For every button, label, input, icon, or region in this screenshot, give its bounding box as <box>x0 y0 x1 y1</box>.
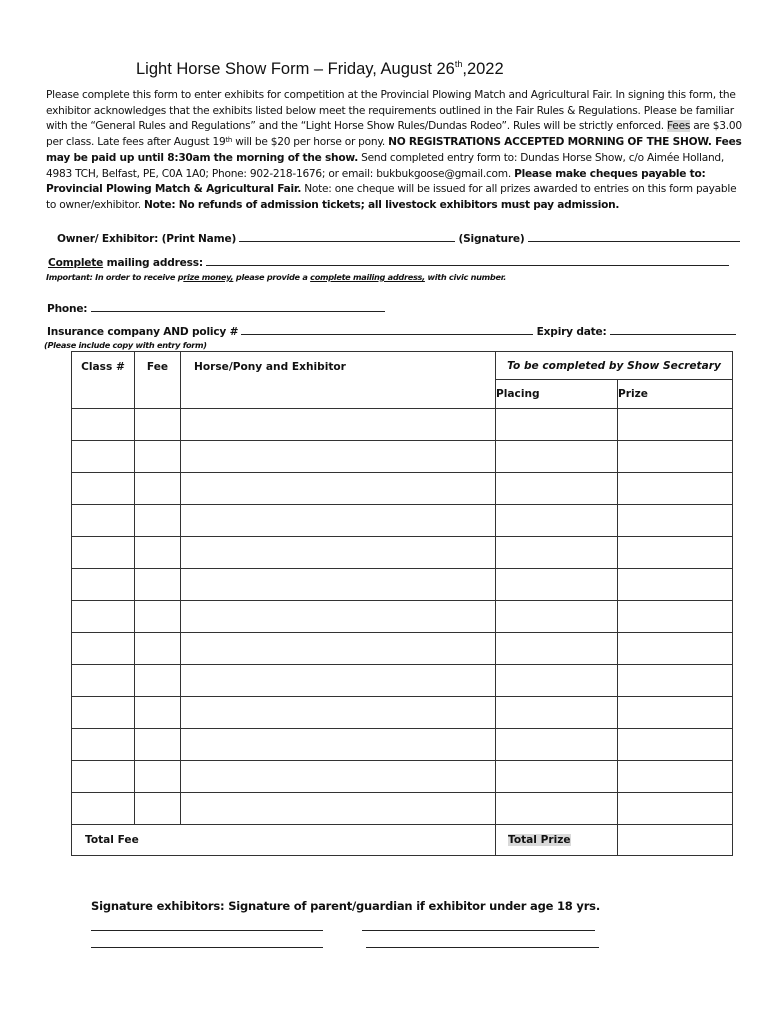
horse-cell[interactable] <box>181 537 496 569</box>
horse-cell[interactable] <box>181 409 496 441</box>
class-cell[interactable] <box>72 505 135 537</box>
placing-cell[interactable] <box>496 729 618 761</box>
important-note-underlined-1: rize money, <box>183 272 234 282</box>
prize-cell[interactable] <box>618 537 733 569</box>
guardian-signature-line-2[interactable] <box>366 947 599 948</box>
class-cell[interactable] <box>72 441 135 473</box>
secretary-header: To be completed by Show Secretary <box>496 352 733 380</box>
instructions-text-4: Send completed entry form to: Dundas Horse Show, c/o Aimée Holland, 4983 TCH, Belfast, PE, C0A 1A0; Phone: 902-218-1676; or email: bukbukgoose@gmail.com. <box>46 151 725 180</box>
fee-cell[interactable] <box>135 729 181 761</box>
horse-cell[interactable] <box>181 505 496 537</box>
fee-cell[interactable] <box>135 569 181 601</box>
horse-cell[interactable] <box>181 633 496 665</box>
insurance-field[interactable] <box>241 324 533 335</box>
fee-cell[interactable] <box>135 761 181 793</box>
table-row <box>72 729 733 761</box>
instructions-bold-3: Note: No refunds of admission tickets; all livestock exhibitors must pay admission. <box>143 198 620 211</box>
instructions-text-2: are $3.00 per class. Late fees after August 19 <box>46 120 742 149</box>
horse-cell[interactable] <box>181 761 496 793</box>
placing-cell[interactable] <box>496 633 618 665</box>
placing-cell[interactable] <box>496 441 618 473</box>
owner-row <box>57 231 740 245</box>
instructions-fees-highlight: Fees <box>667 120 691 133</box>
placing-header: Placing <box>496 380 618 409</box>
exhibitor-signature-line-1[interactable] <box>91 930 323 931</box>
horse-cell[interactable] <box>181 793 496 825</box>
insurance-note: (Please include copy with entry form) <box>44 340 207 350</box>
fee-header-label: Fee <box>146 361 169 373</box>
placing-cell[interactable] <box>496 793 618 825</box>
instructions-paragraph <box>46 88 746 214</box>
mailing-label: mailing address: <box>103 257 203 269</box>
fee-cell[interactable] <box>135 633 181 665</box>
horse-header-label: Horse/Pony and Exhibitor <box>194 361 346 373</box>
instructions-superscript: th <box>225 136 233 145</box>
class-cell[interactable] <box>72 729 135 761</box>
table-header-row <box>72 352 733 380</box>
owner-label: Owner/ Exhibitor: (Print Name) <box>57 233 237 245</box>
instructions-text-3: will be $20 per horse or pony. <box>232 136 389 149</box>
title-year: ,2022 <box>462 60 504 78</box>
placing-cell[interactable] <box>496 665 618 697</box>
fee-cell[interactable] <box>135 665 181 697</box>
horse-cell[interactable] <box>181 473 496 505</box>
instructions-bold-2: Please make cheques payable to: Provincial Plowing Match & Agricultural Fair. <box>46 167 706 196</box>
placing-cell[interactable] <box>496 409 618 441</box>
fee-cell[interactable] <box>135 505 181 537</box>
table-row <box>72 569 733 601</box>
insurance-row <box>47 324 736 338</box>
prize-cell[interactable] <box>618 793 733 825</box>
class-cell[interactable] <box>72 537 135 569</box>
class-cell[interactable] <box>72 409 135 441</box>
horse-cell[interactable] <box>181 729 496 761</box>
table-row <box>72 505 733 537</box>
table-row <box>72 793 733 825</box>
signature-heading: Signature exhibitors: Signature of parent/guardian if exhibitor under age 18 yrs. <box>91 899 600 913</box>
class-cell[interactable] <box>72 473 135 505</box>
fee-cell[interactable] <box>135 793 181 825</box>
prize-cell[interactable] <box>618 729 733 761</box>
prize-cell[interactable] <box>618 441 733 473</box>
placing-cell[interactable] <box>496 601 618 633</box>
important-note-underlined-2: complete mailing address, <box>310 272 425 282</box>
table-row <box>72 473 733 505</box>
fee-cell[interactable] <box>135 697 181 729</box>
placing-cell[interactable] <box>496 569 618 601</box>
prize-header: Prize <box>618 380 733 409</box>
fee-cell[interactable] <box>135 441 181 473</box>
entry-table <box>71 351 733 856</box>
total-prize-cell[interactable] <box>496 825 618 856</box>
owner-name-field[interactable] <box>239 231 455 242</box>
class-cell[interactable] <box>72 793 135 825</box>
fee-cell[interactable] <box>135 601 181 633</box>
prize-cell[interactable] <box>618 665 733 697</box>
expiry-date-field[interactable] <box>610 324 736 335</box>
prize-cell[interactable] <box>618 601 733 633</box>
prize-cell[interactable] <box>618 761 733 793</box>
guardian-signature-line-1[interactable] <box>362 930 595 931</box>
table-row <box>72 441 733 473</box>
class-cell[interactable] <box>72 569 135 601</box>
insurance-label: Insurance company AND policy # <box>47 326 239 338</box>
fee-cell[interactable] <box>135 537 181 569</box>
total-row <box>72 825 733 856</box>
table-row <box>72 761 733 793</box>
class-cell[interactable] <box>72 697 135 729</box>
total-prize-label: Total Prize <box>508 834 571 846</box>
placing-cell[interactable] <box>496 473 618 505</box>
class-cell[interactable] <box>72 665 135 697</box>
fee-cell[interactable] <box>135 473 181 505</box>
form-title <box>136 60 504 79</box>
prize-cell[interactable] <box>618 633 733 665</box>
total-fee-label: Total Fee <box>85 834 139 846</box>
horse-cell[interactable] <box>181 665 496 697</box>
exhibitor-signature-line-2[interactable] <box>91 947 323 948</box>
horse-header <box>181 352 496 409</box>
prize-cell[interactable] <box>618 569 733 601</box>
class-cell[interactable] <box>72 761 135 793</box>
phone-field[interactable] <box>91 301 385 312</box>
instructions-text-5: Note: one cheque will be issued for all prizes awarded to entries on this form payable to owner/exhibitor. <box>46 183 737 211</box>
placing-cell[interactable] <box>496 505 618 537</box>
total-prize-value-cell[interactable] <box>618 825 733 856</box>
class-header <box>72 352 135 409</box>
horse-cell[interactable] <box>181 569 496 601</box>
important-note-text-b: please provide a <box>233 272 311 282</box>
table-row <box>72 409 733 441</box>
important-note <box>46 272 506 282</box>
table-row <box>72 697 733 729</box>
signature-field[interactable] <box>528 231 740 242</box>
prize-cell[interactable] <box>618 473 733 505</box>
horse-cell[interactable] <box>181 441 496 473</box>
prize-cell[interactable] <box>618 697 733 729</box>
signature-label: (Signature) <box>458 233 525 245</box>
total-fee-cell[interactable] <box>72 825 496 856</box>
expiry-label: Expiry date: <box>536 326 607 338</box>
class-cell[interactable] <box>72 633 135 665</box>
instructions-text-1: Please complete this form to enter exhibits for competition at the Provincial Plowing Match and Agricultural Fair. In signing this form, the exhibitor acknowledges that the exhibits listed below meet the requirements outlined in the Fair Rules & Regulations. Please be familiar with the “General Rules and Regulations” and the “Light Horse Show Rules/Dundas Rodeo”. Rules will be strictly enforced. <box>46 89 736 133</box>
important-note-text-c: with civic number. <box>424 272 507 282</box>
placing-cell[interactable] <box>496 697 618 729</box>
title-text: Light Horse Show Form – Friday, August 26 <box>136 60 455 78</box>
mailing-row <box>48 255 729 269</box>
phone-row <box>47 301 385 315</box>
important-note-text-a: Important: In order to receive p <box>46 272 184 282</box>
placing-cell[interactable] <box>496 761 618 793</box>
horse-cell[interactable] <box>181 601 496 633</box>
title-superscript: th <box>454 59 463 69</box>
mailing-label-underlined: Complete <box>48 257 104 269</box>
horse-cell[interactable] <box>181 697 496 729</box>
fee-header <box>135 352 181 409</box>
mailing-address-field[interactable] <box>206 255 729 266</box>
placing-cell[interactable] <box>496 537 618 569</box>
instructions-bold-1: NO REGISTRATIONS ACCEPTED MORNING OF THE SHOW. Fees may be paid up until 8:30am the morning of the show. <box>46 136 742 164</box>
table-row <box>72 633 733 665</box>
table-row <box>72 537 733 569</box>
prize-cell[interactable] <box>618 505 733 537</box>
fee-cell[interactable] <box>135 409 181 441</box>
phone-label: Phone: <box>47 303 88 315</box>
table-row <box>72 601 733 633</box>
class-cell[interactable] <box>72 601 135 633</box>
class-header-label: Class # <box>81 361 125 373</box>
table-row <box>72 665 733 697</box>
prize-cell[interactable] <box>618 409 733 441</box>
